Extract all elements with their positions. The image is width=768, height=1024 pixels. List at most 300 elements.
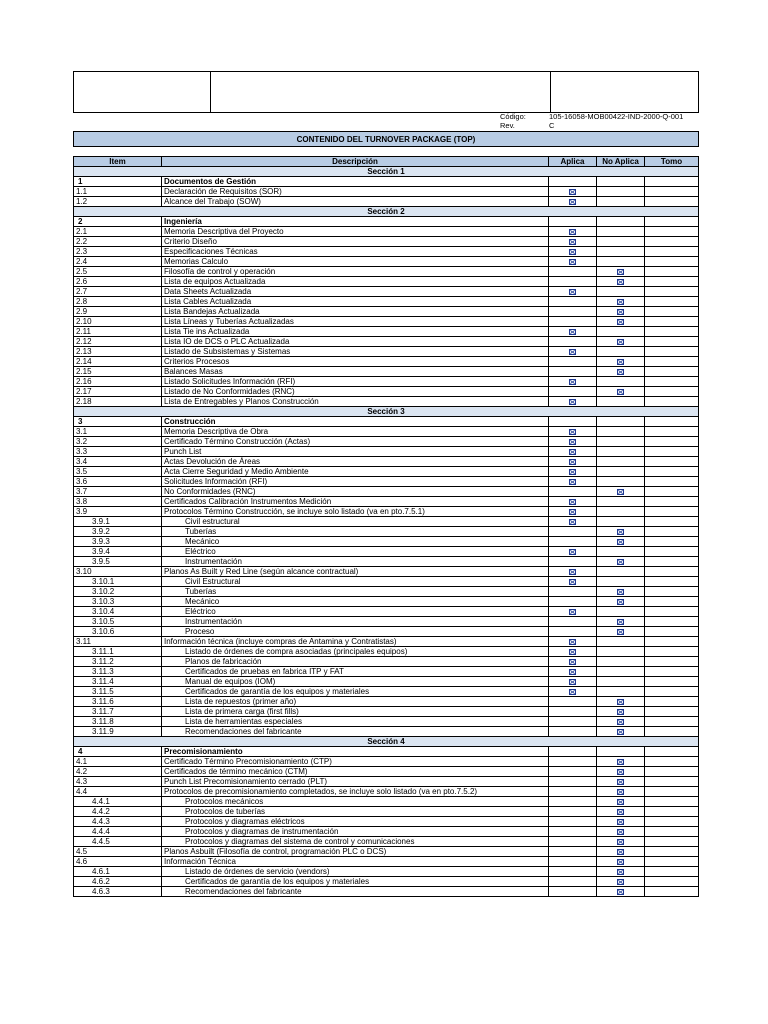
tomo-cell: [645, 377, 699, 387]
no-aplica-cell: [597, 867, 645, 877]
aplica-cell: [549, 427, 597, 437]
aplica-cell: [549, 817, 597, 827]
aplica-cell: [549, 597, 597, 607]
table-row: [74, 337, 699, 347]
checked-box-icon[interactable]: [569, 379, 576, 385]
item-description: Tuberías: [162, 587, 549, 597]
item-description: Lista Líneas y Tuberías Actualizadas: [162, 317, 549, 327]
item-number: 1.1: [74, 187, 162, 197]
rev-value: C: [549, 121, 555, 130]
table-row: [74, 257, 699, 267]
tomo-cell: [645, 487, 699, 497]
table-row: [74, 587, 699, 597]
no-aplica-cell: [597, 487, 645, 497]
checked-box-icon[interactable]: [617, 859, 624, 865]
checked-box-icon[interactable]: [569, 469, 576, 475]
item-number: 3.10.3: [74, 597, 162, 607]
tomo-cell: [645, 427, 699, 437]
checked-box-icon[interactable]: [569, 499, 576, 505]
item-number: 3.10.4: [74, 607, 162, 617]
item-description: Mecánico: [162, 537, 549, 547]
table-row: [74, 707, 699, 717]
item-description: Lista Bandejas Actualizada: [162, 307, 549, 317]
header-descripcion: Descripción: [162, 157, 549, 167]
aplica-cell: [549, 707, 597, 717]
item-description: Protocolos Término Construcción, se incluye solo listado (va en pto.7.5.1): [162, 507, 549, 517]
item-description: Filosofía de control y operación: [162, 267, 549, 277]
item-number: 3.1: [74, 427, 162, 437]
item-description: Memoria Descriptiva del Proyecto: [162, 227, 549, 237]
aplica-cell: [549, 537, 597, 547]
item-description: Construcción: [162, 417, 549, 427]
checked-box-icon[interactable]: [569, 329, 576, 335]
checked-box-icon[interactable]: [569, 189, 576, 195]
item-number: 2.1: [74, 227, 162, 237]
checked-box-icon[interactable]: [617, 759, 624, 765]
checked-box-icon[interactable]: [569, 439, 576, 445]
no-aplica-cell: [597, 367, 645, 377]
checked-box-icon[interactable]: [617, 799, 624, 805]
aplica-cell: [549, 747, 597, 757]
item-description: Certificados Calibración Instrumentos Medición: [162, 497, 549, 507]
aplica-cell: [549, 807, 597, 817]
table-row: [74, 357, 699, 367]
item-number: 3.10.6: [74, 627, 162, 637]
item-description: Actas Devolución de Áreas: [162, 457, 549, 467]
checked-box-icon[interactable]: [569, 289, 576, 295]
item-number: 3.11.8: [74, 717, 162, 727]
item-description: Declaración de Requisitos (SOR): [162, 187, 549, 197]
checked-box-icon[interactable]: [569, 609, 576, 615]
aplica-cell: [549, 657, 597, 667]
aplica-cell: [549, 787, 597, 797]
table-row: [74, 227, 699, 237]
checked-box-icon[interactable]: [569, 249, 576, 255]
item-number: 2.10: [74, 317, 162, 327]
checked-box-icon[interactable]: [569, 649, 576, 655]
item-number: 2.15: [74, 367, 162, 377]
no-aplica-cell: [597, 627, 645, 637]
aplica-cell: [549, 337, 597, 347]
table-row: [74, 717, 699, 727]
no-aplica-cell: [597, 777, 645, 787]
checked-box-icon[interactable]: [617, 529, 624, 535]
checked-box-icon[interactable]: [617, 339, 624, 345]
aplica-cell: [549, 837, 597, 847]
aplica-cell: [549, 627, 597, 637]
tomo-cell: [645, 347, 699, 357]
tomo-cell: [645, 697, 699, 707]
aplica-cell: [549, 587, 597, 597]
aplica-cell: [549, 717, 597, 727]
tomo-cell: [645, 607, 699, 617]
no-aplica-cell: [597, 547, 645, 557]
table-row: [74, 437, 699, 447]
aplica-cell: [549, 277, 597, 287]
item-description: Recomendaciones del fabricante: [162, 887, 549, 897]
item-description: Punch List Precomisionamiento cerrado (PLT): [162, 777, 549, 787]
item-number: 3.10: [74, 567, 162, 577]
tomo-cell: [645, 237, 699, 247]
checked-box-icon[interactable]: [617, 719, 624, 725]
no-aplica-cell: [597, 887, 645, 897]
aplica-cell: [549, 607, 597, 617]
checked-box-icon[interactable]: [617, 889, 624, 895]
aplica-cell: [549, 827, 597, 837]
item-number: 1.2: [74, 197, 162, 207]
table-row: [74, 377, 699, 387]
checked-box-icon[interactable]: [617, 369, 624, 375]
item-description: Eléctrico: [162, 607, 549, 617]
table-row: [74, 507, 699, 517]
item-number: 3.11.4: [74, 677, 162, 687]
item-description: Lista de herramientas especiales: [162, 717, 549, 727]
no-aplica-cell: [597, 427, 645, 437]
item-number: 4.4.3: [74, 817, 162, 827]
checked-box-icon[interactable]: [617, 699, 624, 705]
section-row: [74, 737, 699, 747]
no-aplica-cell: [597, 197, 645, 207]
aplica-cell: [549, 357, 597, 367]
no-aplica-cell: [597, 297, 645, 307]
tomo-cell: [645, 587, 699, 597]
checked-box-icon[interactable]: [617, 539, 624, 545]
no-aplica-cell: [597, 847, 645, 857]
aplica-cell: [549, 487, 597, 497]
item-number: 3.2: [74, 437, 162, 447]
no-aplica-cell: [597, 817, 645, 827]
checked-box-icon[interactable]: [569, 549, 576, 555]
no-aplica-cell: [597, 677, 645, 687]
item-number: 4.4.2: [74, 807, 162, 817]
checked-box-icon[interactable]: [617, 709, 624, 715]
item-description: Certificados de pruebas en fabrica ITP y FAT: [162, 667, 549, 677]
checked-box-icon[interactable]: [617, 849, 624, 855]
aplica-cell: [549, 777, 597, 787]
item-description: Tuberías: [162, 527, 549, 537]
tomo-cell: [645, 547, 699, 557]
no-aplica-cell: [597, 417, 645, 427]
checked-box-icon[interactable]: [617, 619, 624, 625]
item-description: Lista de primera carga (first fills): [162, 707, 549, 717]
no-aplica-cell: [597, 527, 645, 537]
tomo-cell: [645, 857, 699, 867]
checked-box-icon[interactable]: [617, 279, 624, 285]
section-title: Sección 3: [74, 407, 699, 417]
table-row: [74, 607, 699, 617]
item-description: Lista IO de DCS o PLC Actualizada: [162, 337, 549, 347]
item-description: Instrumentación: [162, 617, 549, 627]
checked-box-icon[interactable]: [569, 239, 576, 245]
checked-box-icon[interactable]: [569, 679, 576, 685]
tomo-cell: [645, 597, 699, 607]
table-row: [74, 487, 699, 497]
item-number: 3.11.9: [74, 727, 162, 737]
checked-box-icon[interactable]: [617, 589, 624, 595]
item-number: 3.11.3: [74, 667, 162, 677]
item-description: Civil Estructural: [162, 577, 549, 587]
aplica-cell: [549, 847, 597, 857]
tomo-cell: [645, 667, 699, 677]
item-description: Planos As Built y Red Line (según alcance contractual): [162, 567, 549, 577]
aplica-cell: [549, 327, 597, 337]
checked-box-icon[interactable]: [569, 459, 576, 465]
no-aplica-cell: [597, 177, 645, 187]
aplica-cell: [549, 647, 597, 657]
header-tomo: Tomo: [645, 157, 699, 167]
item-description: Protocolos y diagramas eléctricos: [162, 817, 549, 827]
checked-box-icon[interactable]: [569, 479, 576, 485]
section-row: [74, 207, 699, 217]
table-row: [74, 317, 699, 327]
item-description: Memoria Descriptiva de Obra: [162, 427, 549, 437]
tomo-cell: [645, 357, 699, 367]
no-aplica-cell: [597, 377, 645, 387]
aplica-cell: [549, 867, 597, 877]
item-description: Información Técnica: [162, 857, 549, 867]
no-aplica-cell: [597, 457, 645, 467]
tomo-cell: [645, 777, 699, 787]
item-number: 3.9.1: [74, 517, 162, 527]
item-number: 3.11: [74, 637, 162, 647]
table-row: [74, 837, 699, 847]
checked-box-icon[interactable]: [617, 269, 624, 275]
table-row: [74, 197, 699, 207]
item-description: Especificaciones Técnicas: [162, 247, 549, 257]
table-row: [74, 347, 699, 357]
tomo-cell: [645, 537, 699, 547]
checked-box-icon[interactable]: [569, 449, 576, 455]
checked-box-icon[interactable]: [617, 839, 624, 845]
turnover-package-table: [73, 156, 699, 897]
tomo-cell: [645, 837, 699, 847]
checked-box-icon[interactable]: [617, 299, 624, 305]
item-description: Protocolos y diagramas del sistema de control y comunicaciones: [162, 837, 549, 847]
checked-box-icon[interactable]: [617, 819, 624, 825]
aplica-cell: [549, 547, 597, 557]
item-description: Memorias Calculo: [162, 257, 549, 267]
section-row: [74, 167, 699, 177]
checked-box-icon[interactable]: [617, 779, 624, 785]
item-description: Ingeniería: [162, 217, 549, 227]
table-row: [74, 767, 699, 777]
tomo-cell: [645, 887, 699, 897]
checked-box-icon[interactable]: [569, 349, 576, 355]
checked-box-icon[interactable]: [617, 319, 624, 325]
tomo-cell: [645, 467, 699, 477]
item-description: Mecánico: [162, 597, 549, 607]
tomo-cell: [645, 847, 699, 857]
checked-box-icon[interactable]: [569, 519, 576, 525]
checked-box-icon[interactable]: [617, 559, 624, 565]
tomo-cell: [645, 197, 699, 207]
aplica-cell: [549, 637, 597, 647]
checked-box-icon[interactable]: [617, 769, 624, 775]
tomo-cell: [645, 817, 699, 827]
item-number: 3.5: [74, 467, 162, 477]
aplica-cell: [549, 887, 597, 897]
table-row: [74, 867, 699, 877]
item-description: Solicitudes Información (RFI): [162, 477, 549, 487]
aplica-cell: [549, 377, 597, 387]
group-row: [74, 747, 699, 757]
table-row: [74, 247, 699, 257]
item-number: 1: [74, 177, 162, 187]
aplica-cell: [549, 237, 597, 247]
codigo-label: Código:: [500, 112, 526, 121]
checked-box-icon[interactable]: [569, 429, 576, 435]
tomo-cell: [645, 747, 699, 757]
group-row: [74, 417, 699, 427]
item-description: Certificados de garantía de los equipos y materiales: [162, 687, 549, 697]
header-no-aplica: No Aplica: [597, 157, 645, 167]
checked-box-icon[interactable]: [617, 359, 624, 365]
item-description: Certificados de garantía de los equipos y materiales: [162, 877, 549, 887]
table-row: [74, 397, 699, 407]
item-number: 3.6: [74, 477, 162, 487]
tomo-cell: [645, 797, 699, 807]
checked-box-icon[interactable]: [617, 789, 624, 795]
table-row: [74, 187, 699, 197]
tomo-cell: [645, 387, 699, 397]
table-row: [74, 557, 699, 567]
item-number: 2: [74, 217, 162, 227]
table-row: [74, 267, 699, 277]
tomo-cell: [645, 867, 699, 877]
document-header-box: [73, 71, 699, 113]
no-aplica-cell: [597, 247, 645, 257]
table-row: [74, 547, 699, 557]
item-number: 4.4.1: [74, 797, 162, 807]
item-number: 4.4.4: [74, 827, 162, 837]
table-row: [74, 667, 699, 677]
no-aplica-cell: [597, 837, 645, 847]
no-aplica-cell: [597, 217, 645, 227]
checked-box-icon[interactable]: [569, 399, 576, 405]
checked-box-icon[interactable]: [569, 569, 576, 575]
table-row: [74, 617, 699, 627]
tomo-cell: [645, 827, 699, 837]
no-aplica-cell: [597, 317, 645, 327]
item-description: Listado de No Conformidades (RNC): [162, 387, 549, 397]
tomo-cell: [645, 457, 699, 467]
tomo-cell: [645, 617, 699, 627]
table-row: [74, 637, 699, 647]
checked-box-icon[interactable]: [617, 809, 624, 815]
no-aplica-cell: [597, 437, 645, 447]
checked-box-icon[interactable]: [617, 389, 624, 395]
checked-box-icon[interactable]: [569, 689, 576, 695]
item-description: Protocolos de precomisionamiento completados, se incluye solo listado (va en pto.7.5.2): [162, 787, 549, 797]
checked-box-icon[interactable]: [617, 599, 624, 605]
checked-box-icon[interactable]: [617, 869, 624, 875]
tomo-cell: [645, 257, 699, 267]
checked-box-icon[interactable]: [569, 579, 576, 585]
tomo-cell: [645, 717, 699, 727]
checked-box-icon[interactable]: [569, 259, 576, 265]
aplica-cell: [549, 227, 597, 237]
no-aplica-cell: [597, 287, 645, 297]
aplica-cell: [549, 367, 597, 377]
aplica-cell: [549, 347, 597, 357]
item-number: 2.12: [74, 337, 162, 347]
tomo-cell: [645, 337, 699, 347]
table-row: [74, 647, 699, 657]
aplica-cell: [549, 247, 597, 257]
section-title: Sección 2: [74, 207, 699, 217]
no-aplica-cell: [597, 517, 645, 527]
no-aplica-cell: [597, 337, 645, 347]
item-number: 2.14: [74, 357, 162, 367]
checked-box-icon[interactable]: [617, 629, 624, 635]
item-number: 2.13: [74, 347, 162, 357]
tomo-cell: [645, 707, 699, 717]
item-number: 4.6.2: [74, 877, 162, 887]
aplica-cell: [549, 387, 597, 397]
checked-box-icon[interactable]: [569, 229, 576, 235]
no-aplica-cell: [597, 557, 645, 567]
table-row: [74, 537, 699, 547]
item-description: Balances Masas: [162, 367, 549, 377]
tomo-cell: [645, 807, 699, 817]
item-number: 2.3: [74, 247, 162, 257]
tomo-cell: [645, 297, 699, 307]
item-number: 4: [74, 747, 162, 757]
checked-box-icon[interactable]: [569, 509, 576, 515]
item-description: Protocolos de tuberías: [162, 807, 549, 817]
table-row: [74, 627, 699, 637]
tomo-cell: [645, 397, 699, 407]
checked-box-icon[interactable]: [617, 879, 624, 885]
aplica-cell: [549, 177, 597, 187]
table-row: [74, 327, 699, 337]
rev-label: Rev.: [500, 121, 515, 130]
document-title: CONTENIDO DEL TURNOVER PACKAGE (TOP): [73, 131, 699, 147]
tomo-cell: [645, 287, 699, 297]
no-aplica-cell: [597, 447, 645, 457]
checked-box-icon[interactable]: [617, 489, 624, 495]
item-description: Criterio Diseño: [162, 237, 549, 247]
aplica-cell: [549, 857, 597, 867]
tomo-cell: [645, 267, 699, 277]
no-aplica-cell: [597, 307, 645, 317]
aplica-cell: [549, 257, 597, 267]
tomo-cell: [645, 567, 699, 577]
item-number: 3.10.2: [74, 587, 162, 597]
aplica-cell: [549, 557, 597, 567]
item-number: 2.17: [74, 387, 162, 397]
no-aplica-cell: [597, 827, 645, 837]
aplica-cell: [549, 417, 597, 427]
item-description: Lista de equipos Actualizada: [162, 277, 549, 287]
checked-box-icon[interactable]: [569, 639, 576, 645]
checked-box-icon[interactable]: [569, 659, 576, 665]
table-row: [74, 427, 699, 437]
item-number: 2.5: [74, 267, 162, 277]
tomo-cell: [645, 447, 699, 457]
checked-box-icon[interactable]: [569, 199, 576, 205]
no-aplica-cell: [597, 277, 645, 287]
aplica-cell: [549, 727, 597, 737]
aplica-cell: [549, 567, 597, 577]
checked-box-icon[interactable]: [617, 309, 624, 315]
checked-box-icon[interactable]: [569, 669, 576, 675]
no-aplica-cell: [597, 667, 645, 677]
item-description: Lista Tie ins Actualizada: [162, 327, 549, 337]
checked-box-icon[interactable]: [617, 829, 624, 835]
no-aplica-cell: [597, 797, 645, 807]
checked-box-icon[interactable]: [617, 729, 624, 735]
